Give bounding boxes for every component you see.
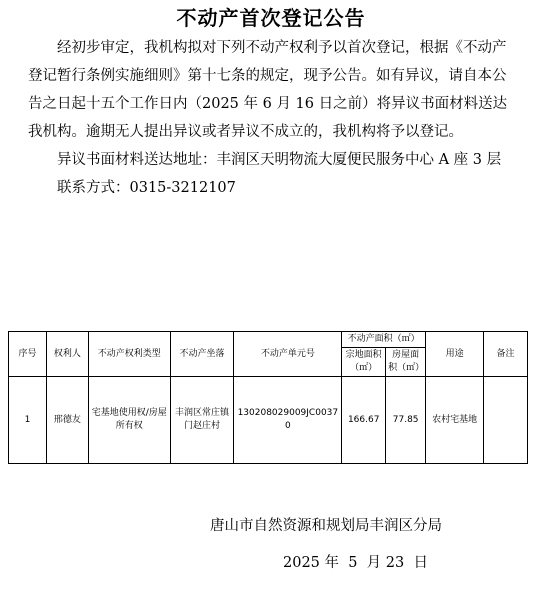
notice-paragraph: 经初步审定，我机构拟对下列不动产权利予以首次登记，根据《不动产登记暂行条例实施细则》第十七条的规定，现予公告。如有异议，请自本公告之日起十五个工作日内（2025 年 6 月 16 日之前）将异议书面材料送达我机构。逾期无人提出异议或者异议不成立的，我机构将予以登记。 — [28, 40, 508, 140]
cell-location: 丰润区常庄镇门赵庄村 — [170, 377, 234, 464]
cell-right-type: 宅基地使用权/房屋所有权 — [88, 377, 170, 464]
header-seq: 序号 — [9, 332, 47, 377]
header-remark: 备注 — [484, 332, 528, 377]
header-house-area: 房屋面积（㎡） — [386, 348, 426, 377]
header-unit-no: 不动产单元号 — [234, 332, 342, 377]
cell-land-area: 166.67 — [342, 377, 386, 464]
header-area-group: 不动产面积（㎡） — [342, 332, 426, 348]
notice-body — [28, 34, 514, 202]
table-row — [9, 377, 528, 464]
issuing-organization: 唐山市自然资源和规划局丰润区分局 — [210, 518, 442, 534]
cell-house-area: 77.85 — [386, 377, 426, 464]
header-land-area: 宗地面积（㎡） — [342, 348, 386, 377]
header-right-type: 不动产权利类型 — [88, 332, 170, 377]
cell-holder: 邢德友 — [46, 377, 88, 464]
objection-address: 异议书面材料送达地址：丰润区天明物流大厦便民服务中心 A 座 3 层 — [57, 152, 502, 168]
header-holder: 权利人 — [46, 332, 88, 377]
issue-date: 2025 年 5 月 23 日 — [283, 555, 428, 571]
header-usage: 用途 — [426, 332, 484, 377]
cell-remark — [484, 377, 528, 464]
notice-title: 不动产首次登记公告 — [176, 6, 366, 30]
header-location: 不动产坐落 — [170, 332, 234, 377]
registration-table — [8, 331, 528, 464]
cell-seq: 1 — [9, 377, 47, 464]
contact-info: 联系方式：0315-3212107 — [57, 180, 236, 196]
cell-usage: 农村宅基地 — [426, 377, 484, 464]
cell-unit-no: 130208029009JC00370 — [234, 377, 342, 464]
